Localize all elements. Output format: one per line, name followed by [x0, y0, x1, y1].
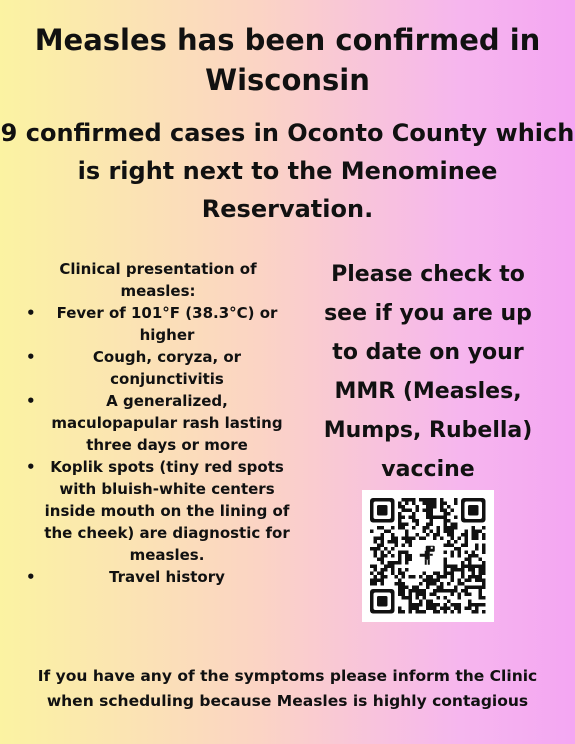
symptom-list — [26, 302, 290, 588]
list-item — [26, 346, 290, 390]
bullet-icon: • — [26, 348, 36, 366]
bullet-icon: • — [26, 392, 36, 410]
symptom-text: A generalized, maculopapular rash lasting three days or more — [51, 392, 283, 454]
symptom-text: Cough, coryza, or conjunctivitis — [92, 348, 242, 388]
qr-code-icon[interactable] — [362, 490, 494, 622]
list-item — [26, 566, 290, 588]
symptom-text: Fever of 101°F (38.3°C) or higher — [56, 304, 278, 344]
bullet-icon: • — [26, 458, 36, 476]
list-item — [26, 390, 290, 456]
clinical-presentation-section — [26, 258, 290, 588]
qr-code-graphic — [362, 490, 494, 622]
list-item — [26, 302, 290, 346]
clinical-heading: Clinical presentation of measles: — [59, 260, 257, 300]
footer-notice: If you have any of the symptoms please inform the Clinic when scheduling because Measles is highly contagious — [37, 667, 538, 710]
symptom-text: Koplik spots (tiny red spots with bluish-white centers inside mouth on the lining of the cheek) are diagnostic for measles. — [44, 458, 290, 564]
bullet-icon: • — [26, 304, 36, 322]
vaccine-notice: Please check to see if you are up to date on your MMR (Measles, Mumps, Rubella) vaccine — [323, 262, 533, 482]
page-title: Measles has been confirmed in Wisconsin — [34, 23, 541, 97]
list-item — [26, 456, 290, 566]
symptom-text: Travel history — [109, 568, 225, 586]
bullet-icon: • — [26, 568, 36, 586]
page-subtitle: 9 confirmed cases in Oconto County which is right next to the Menominee Reservation. — [0, 119, 575, 223]
